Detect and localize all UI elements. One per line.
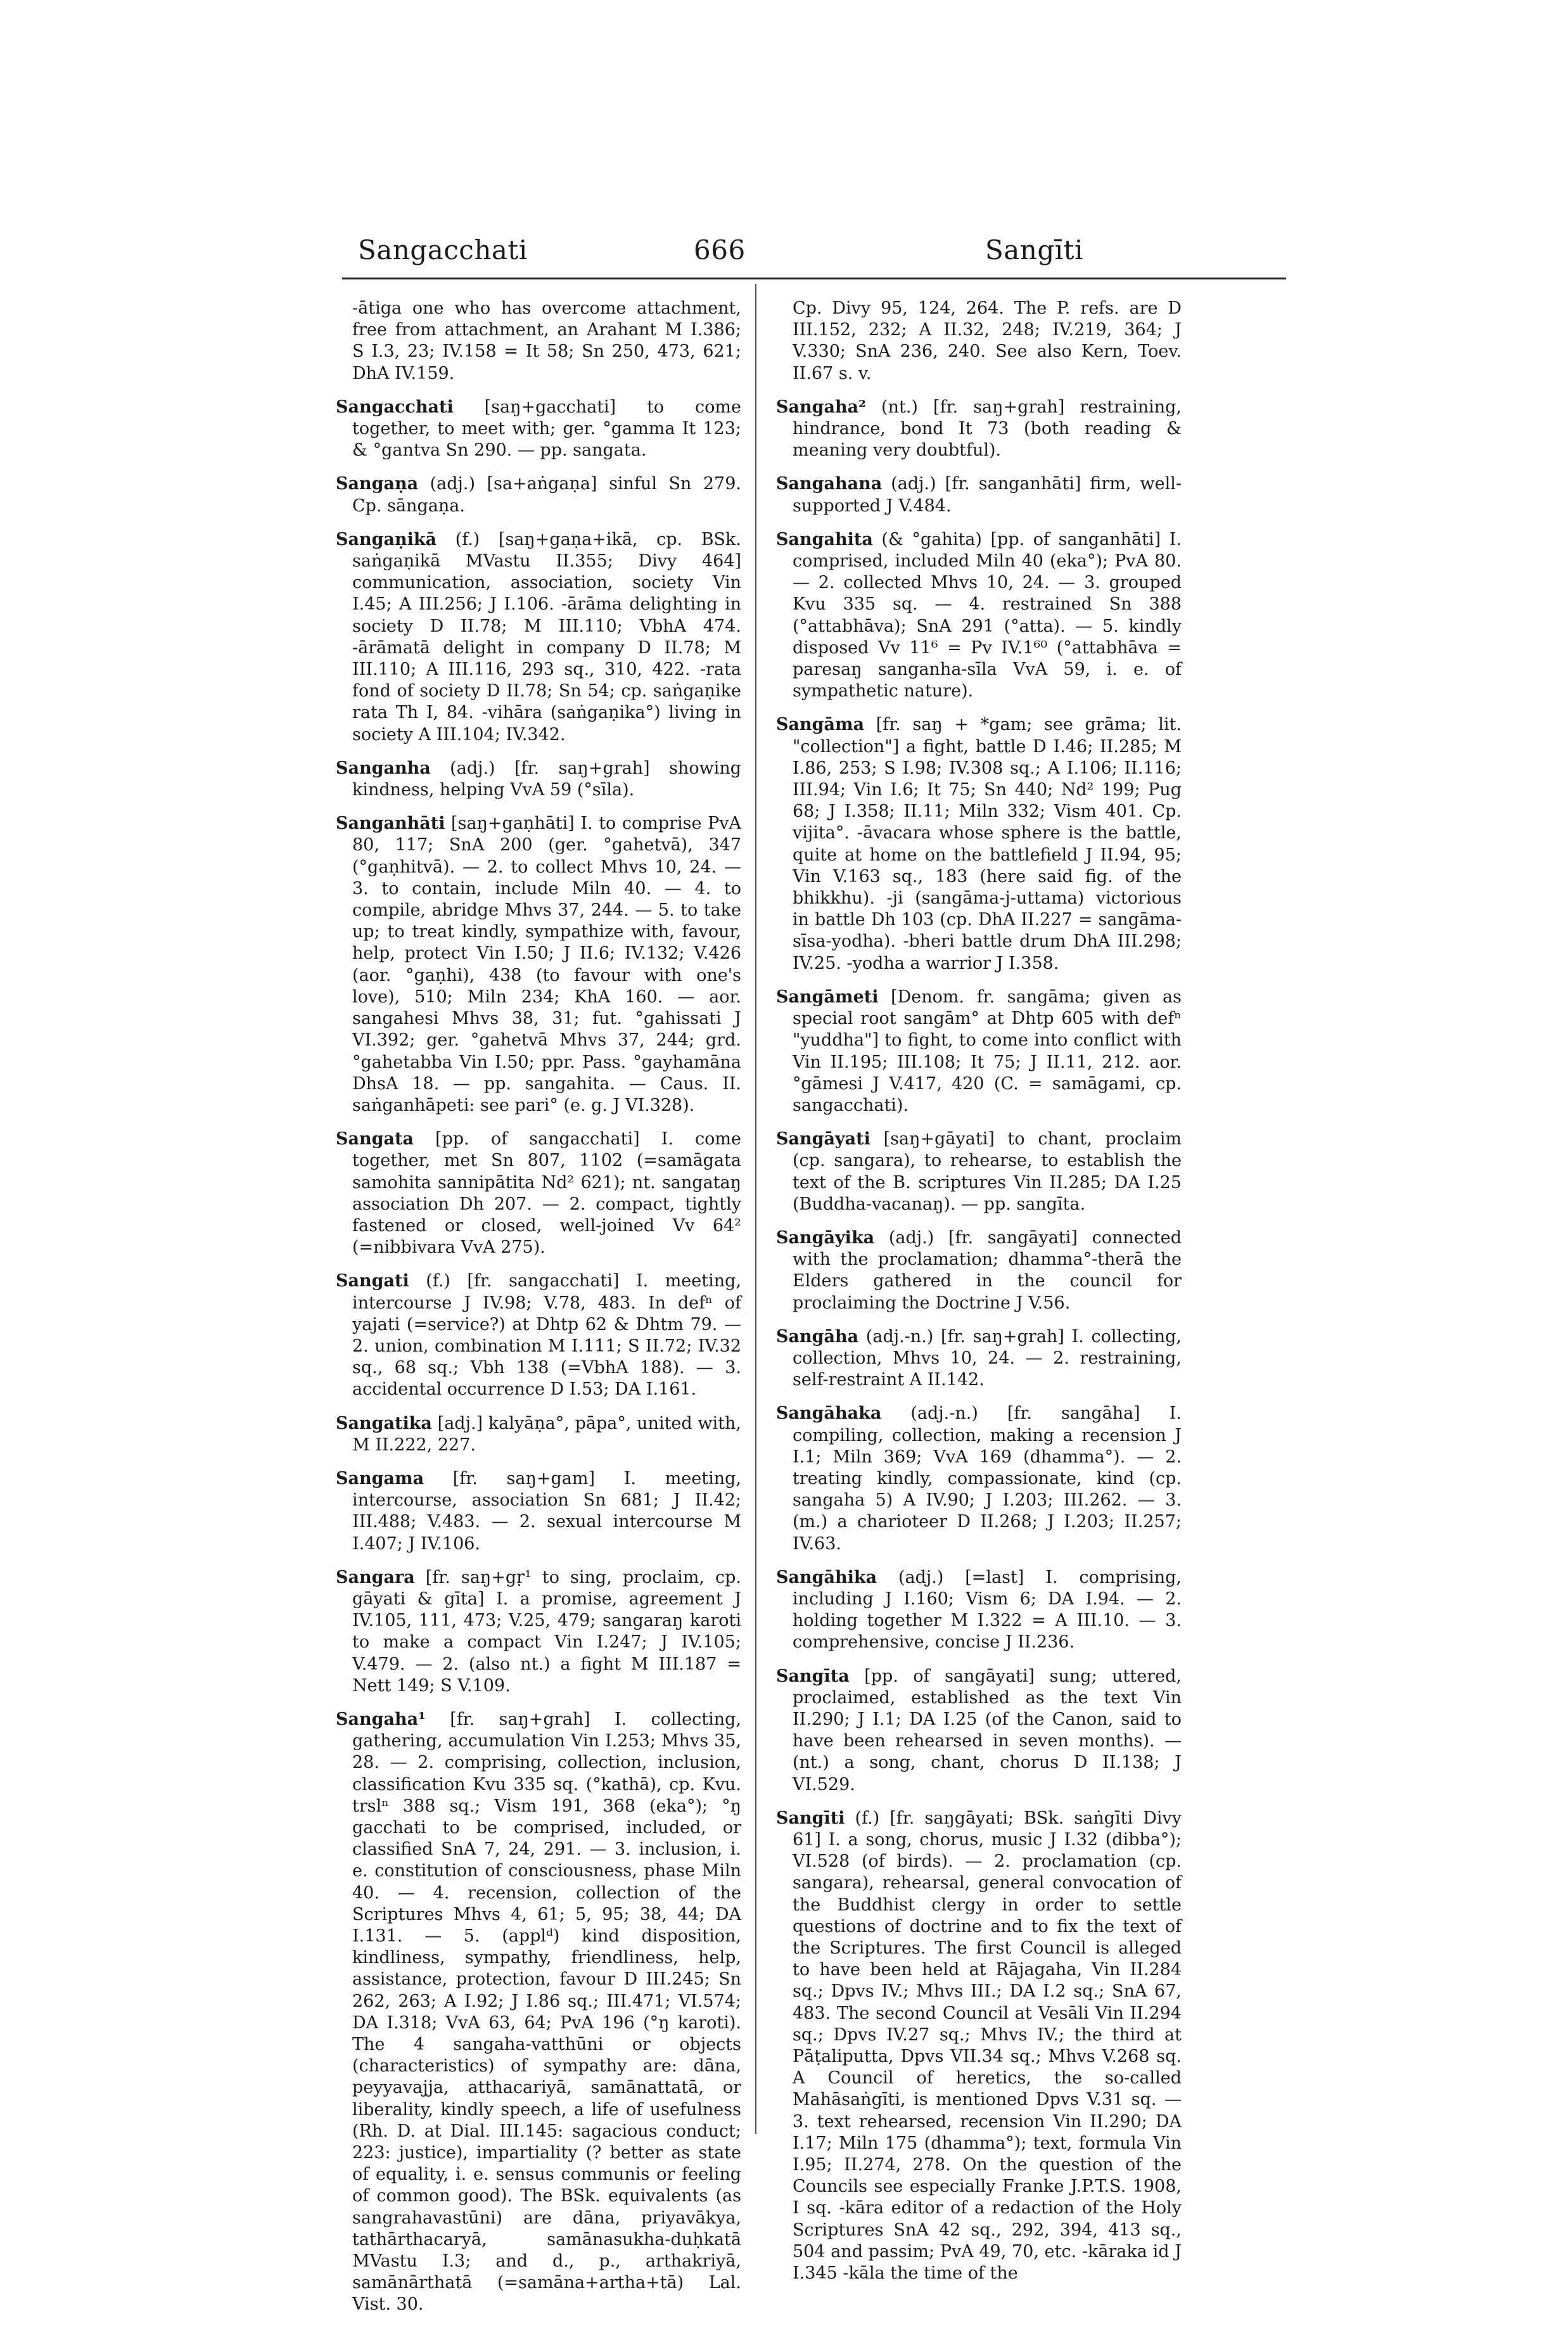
entry-headword: Sangata: [336, 1129, 414, 1149]
entry-text: -ātiga one who has overcome attachment, free from attachment, an Arahant M I.386; S I.3, 23; IV.158 = It 58; Sn 250, 473, 621; DhA IV.159.: [352, 298, 741, 383]
entry-text: (& °gahita) [pp. of sanganhāti] I. comprised, included Miln 40 (eka°); PvA 80. — 2. collected Mhvs 10, 24. — 3. grouped Kvu 335 sq. — 4. restrained Sn 388 (°attabhāva); SnA 291 (°atta). — 5. kindly disposed Vv 11⁶ = Pv IV.1⁶⁰ (°attabhāva = paresaŋ sanganha-sīla VvA 59, i. e. of sympathetic nature).: [793, 529, 1182, 701]
entry-text: [saŋ+gāyati] to chant, proclaim (cp. sangara), to rehearse, to establish the text of the B. scriptures Vin II.285; DA I.25 (Buddha-vacanaŋ). — pp. sangīta.: [793, 1129, 1182, 1214]
entry-text: (adj.) [sa+aṅgaṇa] sinful Sn 279. Cp. sāngaṇa.: [352, 474, 741, 516]
entry-headword: Sangahana: [776, 474, 883, 494]
entry-text: [fr. saŋ+grah] I. collecting, gathering, accumulation Vin I.253; Mhvs 35, 28. — 2. comprising, collection, inclusion, classification Kvu 335 sq. (°kathā), cp. Kvu. trslⁿ 388 sq.; Vism 191, 368 (eka°); °ŋ gacchati to be comprised, included, or classified SnA 7, 24, 291. — 3. inclusion, i. e. constitution of consciousness, phase Miln 40. — 4. recension, collection of the Scriptures Mhvs 4, 61; 5, 95; 38, 44; DA I.131. — 5. (applᵈ) kind disposition, kindliness, sympathy, friendliness, help, assistance, protection, favour D III.245; Sn 262, 263; A I.92; J I.86 sq.; III.471; VI.574; DA I.318; VvA 63, 64; PvA 196 (°ŋ karoti). The 4 sangaha-vatthūni or objects (characteristics) of sympathy are: dāna, peyyavajja, atthacariyā, samānattatā, or liberality, kindly speech, a life of usefulness (Rh. D. at Dial. III.145: sagacious conduct; 223: justice), impartiality (? better as state of equality, i. e. sensus communis or feeling of common good). The BSk. equivalents (as sangrahavastūni) are dāna, priyavākya, tathārthacaryā, samānasukha-duḥkatā MVastu I.3; and d., p., arthakriyā, samānārthatā (=samāna+artha+tā) Lal. Vist. 30.: [352, 1709, 741, 2315]
entry-text: (nt.) [fr. saŋ+grah] restraining, hindrance, bond It 73 (both reading & meaning very doubtful).: [793, 397, 1182, 461]
dictionary-entry: [776, 1567, 1182, 1654]
entry-headword: Sangāha: [776, 1326, 859, 1346]
entry-text: Cp. Divy 95, 124, 264. The P. refs. are D III.152, 232; A II.32, 248; IV.219, 364; J V.330; SnA 236, 240. See also Kern, Toev. II.67 s. v.: [793, 298, 1182, 383]
entry-headword: Sangāhika: [776, 1567, 877, 1587]
dictionary-entry: [336, 1468, 741, 1555]
dictionary-entry: [776, 298, 1182, 385]
entry-text: [Denom. fr. sangāma; given as special root sangām° at Dhtp 605 with defⁿ "yuddha"] to fight, to come into conflict with Vin II.195; III.108; It 75; J II.11, 212. aor. °gāmesi J V.417, 420 (C. = samāgami, cp. sangacchati).: [793, 987, 1182, 1115]
entry-headword: Sangāma: [776, 715, 865, 735]
dictionary-entry: [776, 1326, 1182, 1391]
dictionary-entry: [336, 298, 741, 385]
dictionary-entry: [776, 987, 1182, 1116]
entry-text: [adj.] kalyāṇa°, pāpa°, united with, M II.222, 227.: [352, 1413, 741, 1455]
dictionary-entry: [336, 529, 741, 746]
dictionary-entry: [776, 1403, 1182, 1554]
dictionary-entry: [776, 473, 1182, 516]
entry-text: [fr. saŋ + *gam; see grāma; lit. "collection"] a fight, battle D I.46; II.285; M I.86, 253; S I.98; IV.308 sq.; A I.106; II.116; III.94; Vin I.6; It 75; Sn 440; Nd² 199; Pug 68; J I.358; II.11; Miln 332; Vism 401. Cp. vijita°. -āvacara whose sphere is the battle, quite at home on the battlefield J II.94, 95; Vin V.163 sq., 183 (here said fig. of the bhikkhu). -ji (sangāma-j-uttama) victorious in battle Dh 103 (cp. DhA II.227 = sangāma-sīsa-yodha). -bheri battle drum DhA III.298; IV.25. -yodha a warrior J I.358.: [793, 715, 1182, 973]
dictionary-entry: [776, 1666, 1182, 1796]
page-number: 666: [694, 234, 746, 265]
entry-headword: Sangati: [336, 1271, 409, 1291]
dictionary-entry: [336, 473, 741, 516]
dictionary-entry: [336, 1270, 741, 1400]
entry-text: [fr. saŋ+gam] I. meeting, intercourse, association Sn 681; J II.42; III.488; V.483. — 2. sexual intercourse M I.407; J IV.106.: [352, 1468, 741, 1554]
entry-headword: Sangaha¹: [336, 1709, 426, 1729]
dictionary-entry: [336, 1129, 741, 1258]
entry-headword: Sangacchati: [336, 397, 454, 417]
column-divider: [755, 284, 756, 2134]
dictionary-entry: [776, 1129, 1182, 1215]
dictionary-entry: [336, 1413, 741, 1456]
entry-text: (f.) [fr. sangacchati] I. meeting, intercourse J IV.98; V.78, 483. In defⁿ of yajati (=service?) at Dhtp 62 & Dhtm 79. — 2. union, combination M I.111; S II.72; IV.32 sq., 68 sq.; Vbh 138 (=VbhA 188). — 3. accidental occurrence D I.53; DA I.161.: [352, 1271, 741, 1400]
entry-text: (adj.) [=last] I. comprising, including J I.160; Vism 6; DA I.94. — 2. holding together M I.322 = A III.10. — 3. comprehensive, concise J II.236.: [793, 1567, 1182, 1653]
dictionary-entry: [336, 813, 741, 1116]
entry-text: (adj.-n.) [fr. sangāha] I. compiling, collection, making a recension J I.1; Miln 369; VvA 169 (dhamma°). — 2. treating kindly, compassionate, kind (cp. sangaha 5) A IV.90; J I.203; III.262. — 3. (m.) a charioteer D II.268; J I.203; II.257; IV.63.: [793, 1404, 1182, 1554]
entry-headword: Sangatika: [336, 1413, 432, 1433]
dictionary-entry: [776, 397, 1182, 462]
entry-text: (adj.) [fr. sangāyati] connected with the proclamation; dhamma°-therā the Elders gathered in the council for proclaiming the Doctrine J V.56.: [793, 1227, 1182, 1313]
entry-headword: Sangāhaka: [776, 1404, 882, 1424]
entry-text: (adj.-n.) [fr. saŋ+grah] I. collecting, collection, Mhvs 10, 24. — 2. restraining, self-restraint A II.142.: [793, 1326, 1182, 1390]
entry-headword: Sanganha: [336, 758, 431, 778]
running-head-left: Sangacchati: [358, 234, 528, 265]
entry-headword: Sangahita: [776, 529, 873, 549]
entry-text: [pp. of sangāyati] sung; uttered, proclaimed, established as the text Vin II.290; J I.1; DA I.25 (of the Canon, said to have been rehearsed in seven months). — (nt.) a song, chant, chorus D II.138; J VI.529.: [793, 1666, 1182, 1794]
entry-headword: Sangāyika: [776, 1227, 875, 1248]
entry-headword: Sangīti: [776, 1808, 845, 1828]
entry-headword: Sangaṇikā: [336, 529, 437, 549]
entry-headword: Sangīta: [776, 1666, 850, 1686]
entry-headword: Sangāyati: [776, 1129, 870, 1149]
dictionary-entry: [776, 1227, 1182, 1314]
entry-headword: Sangaha²: [776, 397, 866, 417]
header-rule: [342, 278, 1286, 279]
entry-headword: Sangama: [336, 1468, 424, 1488]
entry-text: (adj.) [fr. saŋ+grah] showing kindness, helping VvA 59 (°sīla).: [352, 758, 741, 800]
dictionary-entry: [336, 1567, 741, 1697]
entry-headword: Sangaṇa: [336, 474, 419, 494]
dictionary-entry: [776, 529, 1182, 703]
entry-headword: Sanganhāti: [336, 814, 445, 834]
entry-headword: Sangara: [336, 1567, 415, 1587]
dictionary-entry: [336, 397, 741, 462]
entry-text: [pp. of sangacchati] I. come together, met Sn 807, 1102 (=samāgata samohita sannipātita Nd² 621); nt. sangataŋ association Dh 207. — 2. compact, tightly fastened or closed, well-joined Vv 64² (=nibbivara VvA 275).: [352, 1129, 741, 1258]
dictionary-entry: [776, 1808, 1182, 2284]
entry-text: (f.) [fr. saŋgāyati; BSk. saṅgīti Divy 61] I. a song, chorus, music J I.32 (dibba°); VI.528 (of birds). — 2. proclamation (cp. sangara), rehearsal, general convocation of the Buddhist clergy in order to settle questions of doctrine and to fix the text of the Scriptures. The first Council is alleged to have been held at Rājagaha, Vin II.284 sq.; Dpvs IV.; Mhvs III.; DA I.2 sq.; SnA 67, 483. The second Council at Vesāli Vin II.294 sq.; Dpvs IV.27 sq.; Mhvs IV.; the third at Pāṭaliputta, Dpvs VII.34 sq.; Mhvs V.268 sq. A Council of heretics, the so-called Mahāsaṅgīti, is mentioned Dpvs V.31 sq. — 3. text rehearsed, recension Vin II.290; DA I.17; Miln 175 (dhamma°); text, formula Vin I.95; II.274, 278. On the question of the Councils see especially Franke J.P.T.S. 1908, I sq. -kāra editor of a redaction of the Holy Scriptures SnA 42 sq., 292, 394, 413 sq., 504 and passim; PvA 49, 70, etc. -kāraka id J I.345 -kāla the time of the: [793, 1808, 1182, 2284]
dictionary-entry: [776, 714, 1182, 974]
entry-text: (f.) [saŋ+gaṇa+ikā, cp. BSk. saṅgaṇikā MVastu II.355; Divy 464] communication, association, society Vin I.45; A III.256; J I.106. -ārāma delighting in society D II.78; M III.110; VbhA 474. -ārāmatā delight in company D II.78; M III.110; A III.116, 293 sq., 310, 422. -rata fond of society D II.78; Sn 54; cp. saṅgaṇike rata Th I, 84. -vihāra (saṅgaṇika°) living in society A III.104; IV.342.: [352, 529, 741, 745]
left-column: [336, 298, 741, 2328]
entry-text: (adj.) [fr. sanganhāti] firm, well-supported J V.484.: [793, 474, 1182, 516]
running-head-right: Sangīti: [985, 234, 1083, 265]
right-column: [776, 298, 1182, 2296]
dictionary-entry: [336, 1709, 741, 2316]
dictionary-entry: [336, 758, 741, 801]
entry-text: [saŋ+gacchati] to come together, to meet with; ger. °gamma It 123; & °gantva Sn 290. — pp. sangata.: [352, 397, 741, 461]
entry-headword: Sangāmeti: [776, 987, 879, 1007]
entry-text: [saŋ+gaṇhāti] I. to comprise PvA 80, 117; SnA 200 (ger. °gahetvā), 347 (°gaṇhitvā). — 2. to collect Mhvs 10, 24. — 3. to contain, include Miln 40. — 4. to compile, abridge Mhvs 37, 244. — 5. to take up; to treat kindly, sympathize with, favour, help, protect Vin I.50; J II.6; IV.132; V.426 (aor. °gaṇhi), 438 (to favour with one's love), 510; Miln 234; KhA 160. — aor. sangahesi Mhvs 38, 31; fut. °gahissati J VI.392; ger. °gahetvā Mhvs 37, 244; grd. °gahetabba Vin I.50; ppr. Pass. °gayhamāna DhsA 18. — pp. sangahita. — Caus. II. saṅganhāpeti: see pari° (e. g. J VI.328).: [352, 814, 741, 1115]
entry-text: [fr. saŋ+gṛ¹ to sing, proclaim, cp. gāyati & gīta] I. a promise, agreement J IV.105, 111, 473; V.25, 479; sangaraŋ karoti to make a compact Vin I.247; J IV.105; V.479. — 2. (also nt.) a fight M III.187 = Nett 149; S V.109.: [352, 1567, 741, 1696]
